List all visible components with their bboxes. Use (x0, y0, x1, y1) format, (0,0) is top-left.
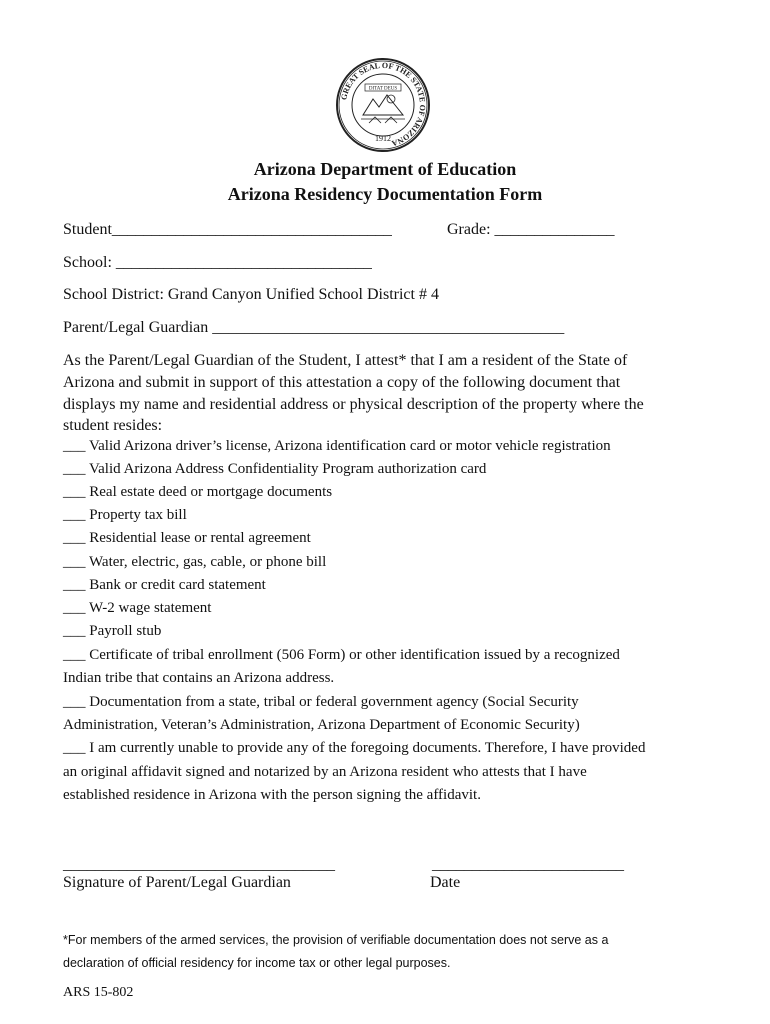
option-drivers-license[interactable]: ___ Valid Arizona driver’s license, Arizona identification card or motor vehicle registration (63, 438, 611, 454)
title-line-1: Arizona Department of Education (253, 159, 517, 179)
school-district-field: School District: Grand Canyon Unified School District # 4 (63, 286, 439, 303)
option-bank-statement[interactable]: ___ Bank or credit card statement (63, 577, 266, 593)
attestation-line: displays my name and residential address or physical description of the property where the (63, 396, 644, 413)
signature-label: Signature of Parent/Legal Guardian (63, 874, 291, 891)
seal-year: 1912 (375, 134, 391, 143)
option-government-documentation-cont: Administration, Veteran’s Administration, Arizona Department of Economic Security) (63, 717, 580, 733)
option-address-confidentiality[interactable]: ___ Valid Arizona Address Confidentiality Program authorization card (63, 461, 487, 477)
seal-ring-text: GREAT SEAL OF THE STATE OF ARIZONA (339, 60, 428, 148)
option-tribal-enrollment[interactable]: ___ Certificate of tribal enrollment (506 Form) or other identification issued by a recognized (63, 647, 620, 663)
seal-banner: DITAT DEUS (368, 86, 398, 92)
option-affidavit[interactable]: ___ I am currently unable to provide any of the foregoing documents. Therefore, I have provided (63, 740, 646, 756)
statute-reference: ARS 15-802 (63, 985, 134, 1000)
option-w2-statement[interactable]: ___ W-2 wage statement (63, 600, 212, 616)
option-government-documentation[interactable]: ___ Documentation from a state, tribal or federal government agency (Social Security (63, 694, 579, 710)
great-seal-of-arizona (335, 57, 431, 153)
attestation-line: Arizona and submit in support of this attestation a copy of the following document that (63, 374, 621, 391)
option-lease-agreement[interactable]: ___ Residential lease or rental agreement (63, 530, 311, 546)
footnote-line: declaration of official residency for income tax or other legal purposes. (63, 956, 451, 970)
grade-field[interactable]: Grade: _______________ (447, 221, 615, 238)
student-field[interactable]: Student___________________________________ (63, 221, 392, 238)
title-line-2: Arizona Residency Documentation Form (227, 184, 543, 204)
option-affidavit-cont: established residence in Arizona with the person signing the affidavit. (63, 787, 481, 803)
option-utility-bill[interactable]: ___ Water, electric, gas, cable, or phone bill (63, 554, 327, 570)
option-payroll-stub[interactable]: ___ Payroll stub (63, 623, 162, 639)
signature-line[interactable]: __________________________________ (63, 856, 335, 873)
school-field[interactable]: School: ________________________________ (63, 254, 372, 271)
option-tribal-enrollment-cont: Indian tribe that contains an Arizona address. (63, 670, 335, 686)
parent-guardian-field[interactable]: Parent/Legal Guardian ____________________________________________ (63, 319, 565, 336)
attestation-line: student resides: (63, 417, 163, 434)
option-affidavit-cont: an original affidavit signed and notarized by an Arizona resident who attests that I have (63, 764, 587, 780)
footnote-line: *For members of the armed services, the provision of verifiable documentation does not serve as a (63, 933, 609, 947)
attestation-line: As the Parent/Legal Guardian of the Student, I attest* that I am a resident of the State of (63, 352, 628, 369)
date-line[interactable]: ________________________ (432, 856, 624, 873)
date-label: Date (430, 874, 461, 891)
option-real-estate-deed[interactable]: ___ Real estate deed or mortgage documents (63, 484, 333, 500)
option-property-tax-bill[interactable]: ___ Property tax bill (63, 507, 187, 523)
